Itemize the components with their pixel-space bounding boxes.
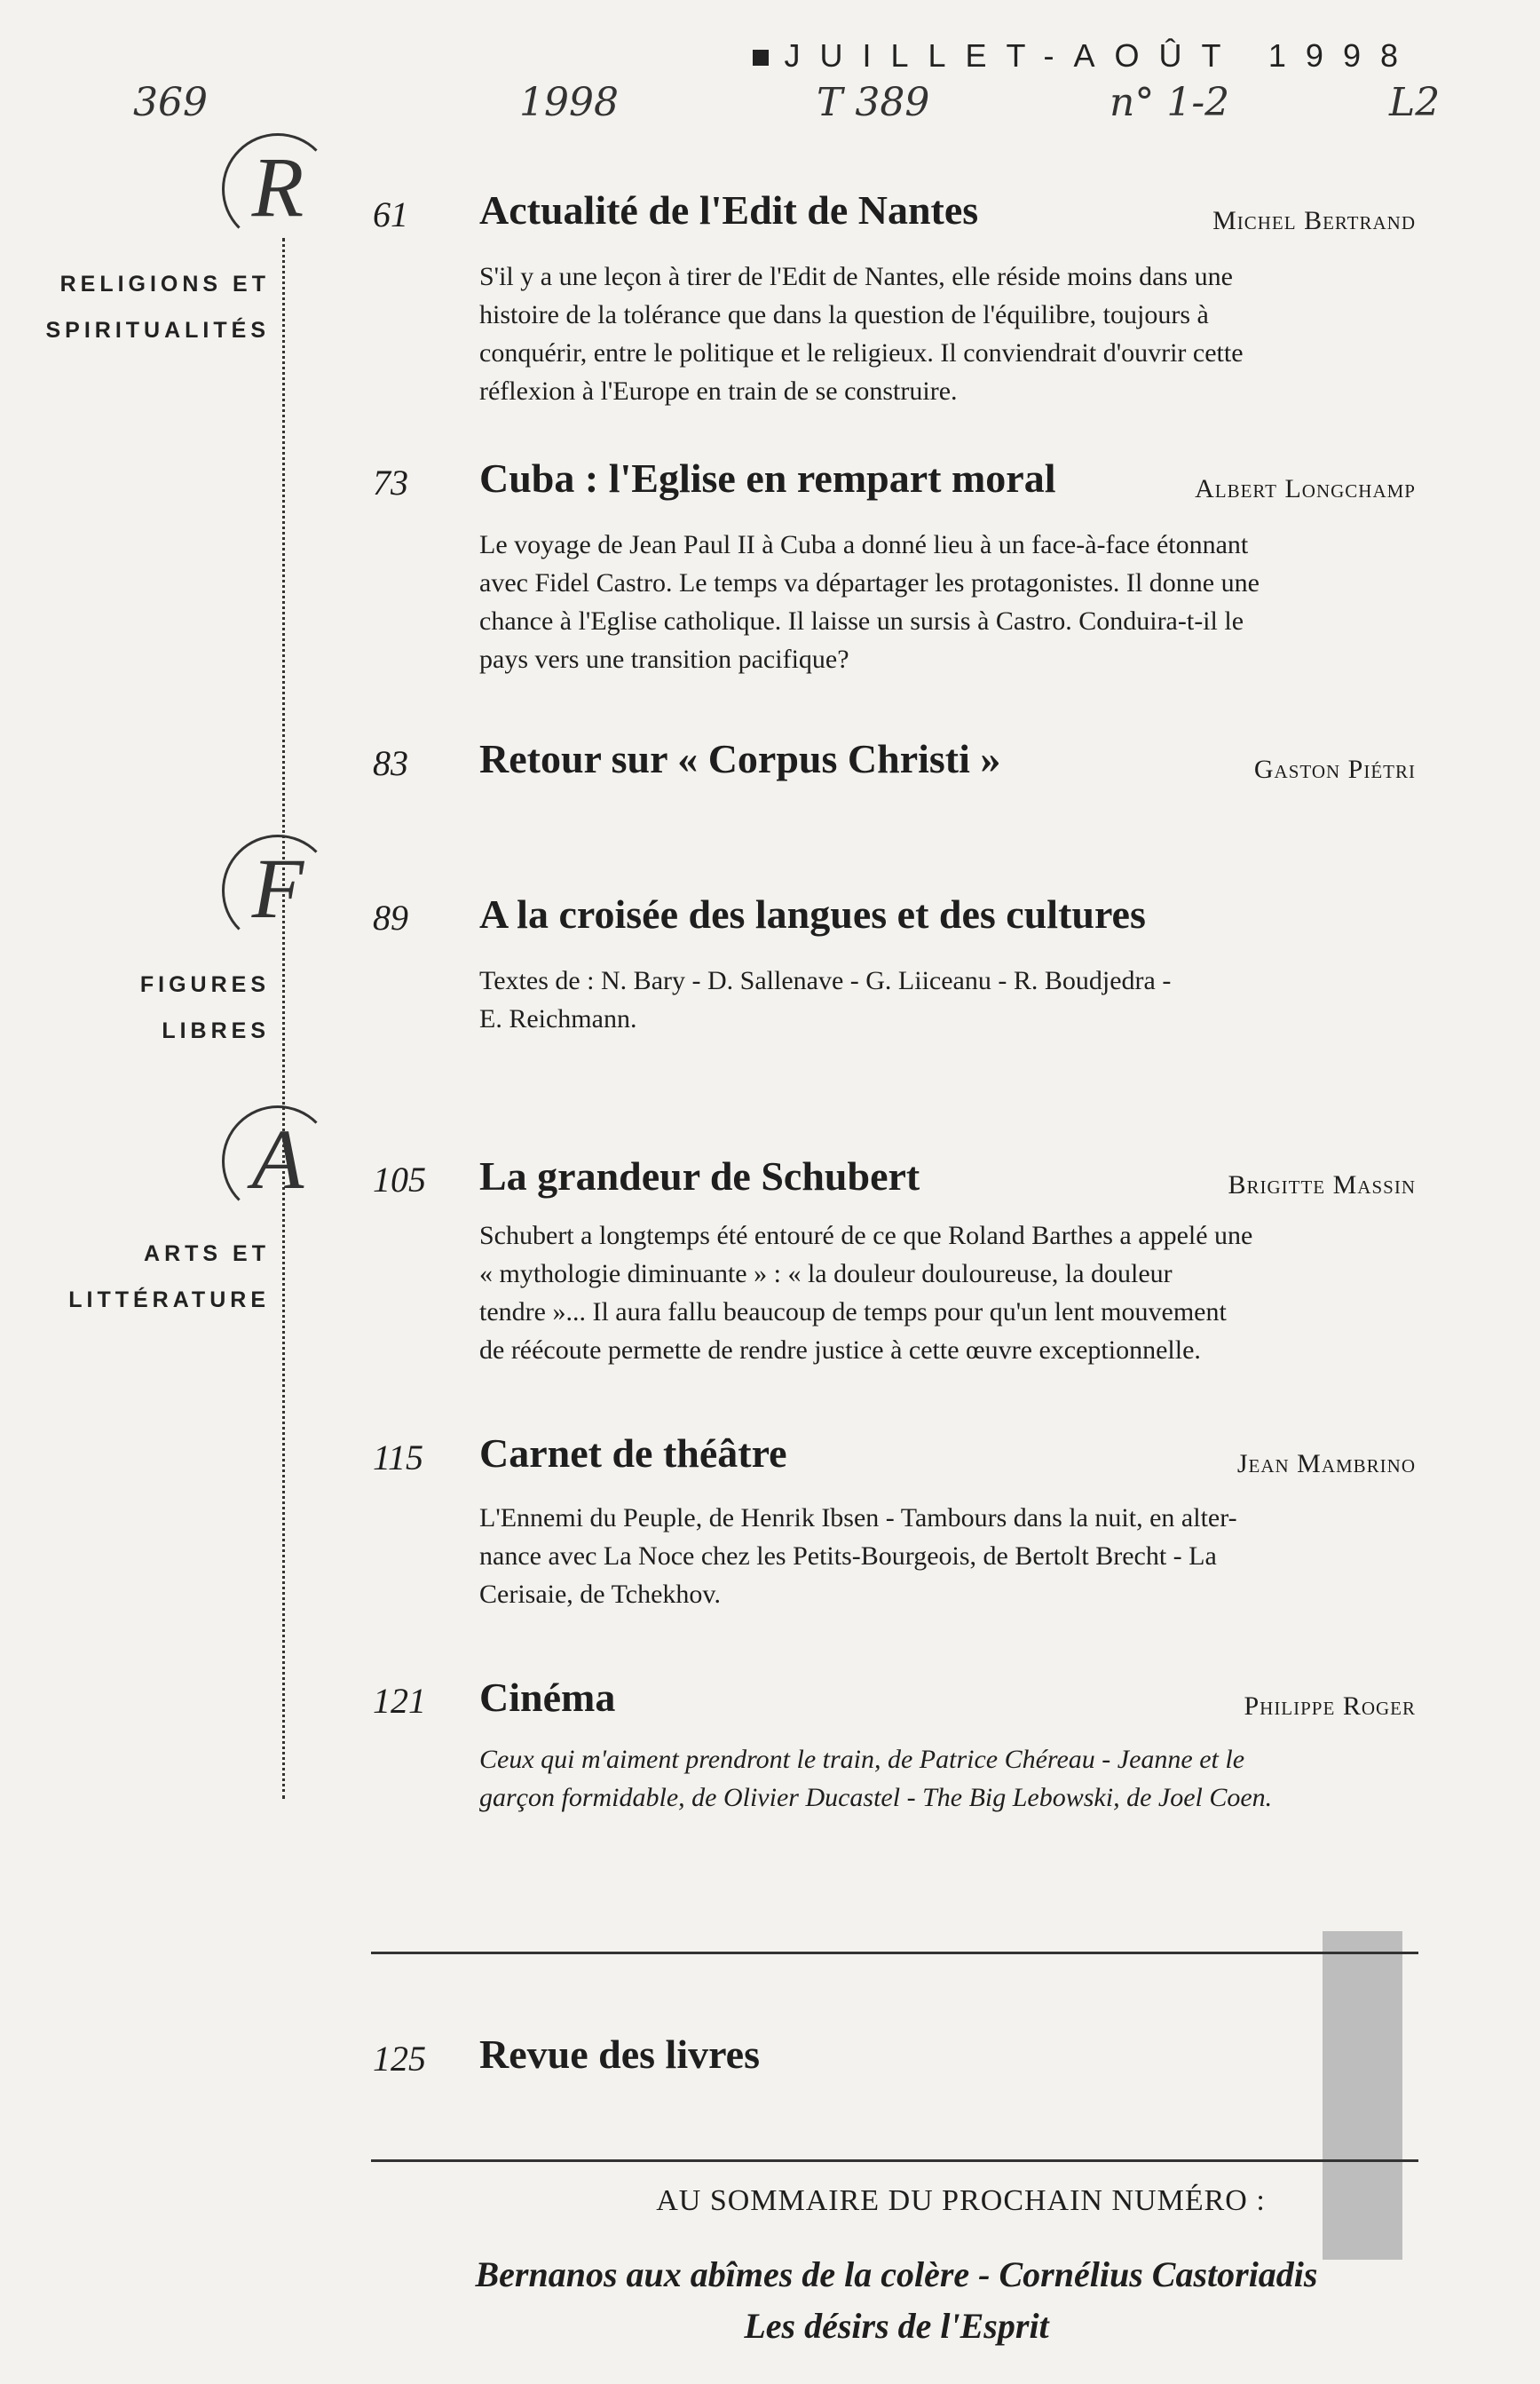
article-author: Philippe Roger — [1244, 1691, 1416, 1721]
square-bullet-icon — [753, 50, 769, 66]
article-author: Gaston Piétri — [1253, 755, 1416, 784]
handwritten-note-4: n° 1-2 — [1110, 80, 1230, 125]
summary-line: L'Ennemi du Peuple, de Henrik Ibsen - Tambours dans la nuit, en alter- — [479, 1503, 1237, 1533]
section-label-line: ARTS ET — [144, 1241, 270, 1266]
article-summary — [479, 526, 1416, 678]
summary-line: Schubert a longtemps été entouré de ce que Roland Barthes a appelé une — [479, 1221, 1253, 1250]
summary-line: conquérir, entre le politique et le religieux. Il conviendrait d'ouvrir cette — [479, 338, 1244, 368]
article-summary — [479, 962, 1416, 1038]
summary-line: « mythologie diminuante » : « la douleur douloureuse, la douleur — [479, 1259, 1173, 1288]
section-label-line: FIGURES — [139, 972, 270, 997]
section-label-line: LIBRES — [162, 1018, 270, 1043]
page-number: 73 — [373, 463, 408, 503]
issue-date-text: JUILLET-AOÛT 1998 — [784, 37, 1418, 74]
article-title[interactable]: Cuba : l'Eglise en rempart moral — [479, 455, 1056, 501]
section-letter-f: F — [222, 835, 334, 946]
next-issue-line: Les désirs de l'Esprit — [744, 2306, 1049, 2346]
section-label-religions — [4, 261, 270, 353]
section-letter-a: A — [222, 1105, 334, 1217]
article-title[interactable]: Revue des livres — [479, 2032, 761, 2077]
next-issue-line: Bernanos aux abîmes de la colère - Cornélius Castoriadis — [475, 2254, 1318, 2294]
summary-line: Le voyage de Jean Paul II à Cuba a donné lieu à un face-à-face étonnant — [479, 530, 1249, 559]
article-author: Albert Longchamp — [1195, 474, 1416, 503]
handwritten-note-1: 369 — [133, 80, 208, 125]
article-title[interactable]: Retour sur « Corpus Christi » — [479, 736, 1001, 781]
section-label-line: LITTÉRATURE — [68, 1287, 270, 1312]
handwritten-note-3: T 389 — [817, 80, 930, 125]
horizontal-rule — [371, 1952, 1418, 1954]
article-summary — [479, 1499, 1416, 1613]
summary-line: garçon formidable, de Olivier Ducastel - The Big Lebowski, de Joel Coen. — [479, 1783, 1273, 1812]
summary-line: tendre »... Il aura fallu beaucoup de temps pour qu'un lent mouvement — [479, 1297, 1227, 1327]
article-title[interactable]: Carnet de théâtre — [479, 1430, 787, 1476]
section-label-arts — [4, 1231, 270, 1323]
handwritten-note-2: 1998 — [519, 80, 619, 125]
summary-line: S'il y a une leçon à tirer de l'Edit de Nantes, elle réside moins dans une — [479, 262, 1233, 291]
summary-line: Textes de : N. Bary - D. Sallenave - G. Liiceanu - R. Boudjedra - — [479, 966, 1172, 995]
section-label-line: RELIGIONS ET — [59, 272, 270, 297]
page-number: 83 — [373, 743, 408, 783]
page-number: 105 — [373, 1160, 426, 1200]
article-author: Jean Mambrino — [1236, 1449, 1416, 1478]
page-number: 115 — [373, 1438, 424, 1477]
next-issue-heading: AU SOMMAIRE DU PROCHAIN NUMÉRO : — [656, 2184, 1266, 2217]
summary-line: Ceux qui m'aiment prendront le train, de Patrice Chéreau - Jeanne et le — [479, 1745, 1245, 1774]
article-summary — [479, 257, 1416, 410]
summary-line: chance à l'Eglise catholique. Il laisse un sursis à Castro. Conduira-t-il le — [479, 606, 1244, 636]
summary-line: de réécoute permette de rendre justice à cette œuvre exceptionnelle. — [479, 1335, 1201, 1365]
article-summary — [479, 1740, 1416, 1817]
section-letter-r: R — [222, 133, 334, 245]
article-summary — [479, 1216, 1416, 1369]
horizontal-rule — [371, 2159, 1418, 2162]
summary-line: avec Fidel Castro. Le temps va départager les protagonistes. Il donne une — [479, 568, 1260, 598]
page-number: 125 — [373, 2039, 426, 2079]
article-author: Michel Bertrand — [1212, 206, 1416, 235]
summary-line: nance avec La Noce chez les Petits-Bourgeois, de Bertolt Brecht - La — [479, 1541, 1217, 1571]
section-label-figures — [4, 962, 270, 1054]
article-title[interactable]: Actualité de l'Edit de Nantes — [479, 187, 979, 233]
summary-line: réflexion à l'Europe en train de se construire. — [479, 376, 958, 406]
summary-line: Cerisaie, de Tchekhov. — [479, 1580, 721, 1609]
article-author: Brigitte Massin — [1228, 1170, 1416, 1200]
page-number: 121 — [373, 1681, 426, 1721]
section-label-line: SPIRITUALITÉS — [45, 318, 270, 343]
issue-date — [753, 37, 1418, 75]
article-title[interactable]: A la croisée des langues et des cultures — [479, 891, 1146, 937]
summary-line: histoire de la tolérance que dans la question de l'équilibre, toujours à — [479, 300, 1209, 329]
article-title[interactable]: La grandeur de Schubert — [479, 1153, 920, 1199]
page-number: 61 — [373, 194, 408, 234]
handwritten-note-5: L2 — [1389, 80, 1441, 125]
summary-line: E. Reichmann. — [479, 1004, 637, 1034]
summary-line: pays vers une transition pacifique? — [479, 645, 849, 674]
section-divider — [282, 238, 285, 1799]
article-title[interactable]: Cinéma — [479, 1675, 616, 1720]
page-number: 89 — [373, 898, 408, 938]
